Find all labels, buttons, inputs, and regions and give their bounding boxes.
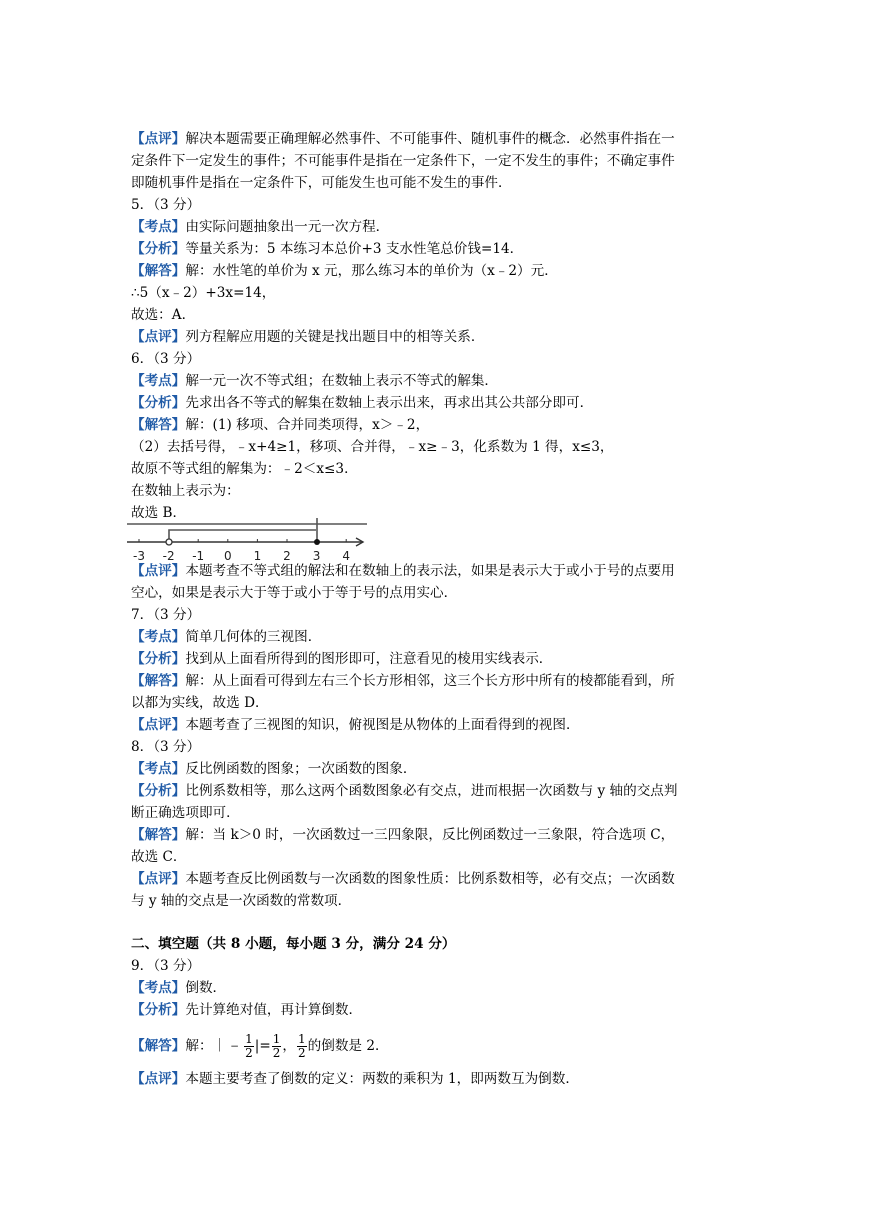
dianping-tag: 【点评】 (131, 871, 186, 887)
q5-jieda-line-3: 故选：A． (131, 307, 196, 323)
q9-fenxi (131, 1001, 362, 1019)
fraction-numerator: 1 (272, 1032, 281, 1046)
jieda-tag: 【解答】 (131, 417, 186, 433)
fenxi-tag: 【分析】 (131, 1002, 186, 1018)
open-point-marker (166, 539, 172, 545)
q7-jieda-text: 解：从上面看可得到左右三个长方形相邻，这三个长方形中所有的棱都能看到，所 (185, 673, 675, 689)
q8-kaodian (131, 760, 416, 778)
q6-jieda-text: 解：(1) 移项、合并同类项得，x＞﹣2， (185, 417, 430, 433)
q5-fenxi-text: 等量关系为：5 本练习本总价+3 支水性笔总价钱=14． (185, 241, 524, 257)
fraction-half (272, 1033, 282, 1060)
q4-dianping-line-2: 定条件下一定发生的事件；不可能事件是指在一定条件下，一定不发生的事件；不确定事件 (131, 153, 675, 169)
q6-kaodian-text: 解一元一次不等式组；在数轴上表示不等式的解集． (185, 373, 499, 389)
q6-fenxi-text: 先求出各不等式的解集在数轴上表示出来，再求出其公共部分即可． (185, 395, 594, 411)
abs-bar-left: ｜ (212, 1038, 227, 1054)
kaodian-tag: 【考点】 (131, 980, 186, 996)
q6-header: 6．（3 分） (131, 351, 201, 367)
number-line-tick-label: 4 (342, 549, 351, 563)
q9-jieda-prefix: 解： (185, 1038, 213, 1054)
q9-jieda-suffix: 的倒数是 2． (307, 1038, 389, 1054)
jieda-tag: 【解答】 (131, 263, 186, 279)
q4-dianping-line-3: 即随机事件是指在一定条件下，可能发生也可能不发生的事件． (131, 175, 512, 191)
q8-dianping-text: 本题考查反比例函数与一次函数的图象性质：比例系数相等，必有交点；一次函数 (185, 871, 675, 887)
fraction-denominator: 2 (245, 1046, 253, 1060)
q9-fenxi-text: 先计算绝对值，再计算倒数． (185, 1002, 363, 1018)
q6-dianping (131, 562, 675, 580)
q6-fenxi (131, 394, 593, 412)
fraction-denominator: 2 (272, 1046, 281, 1060)
q7-dianping (131, 716, 580, 734)
q5-dianping-text: 列方程解应用题的关键是找出题目中的相等关系． (185, 329, 485, 345)
fenxi-tag: 【分析】 (131, 783, 186, 799)
section-heading: 二、填空题（共 8 小题，每小题 3 分，满分 24 分） (131, 936, 456, 952)
dianping-tag: 【点评】 (131, 563, 186, 579)
q5-jieda (131, 262, 558, 280)
abs-bar-equals: |= (254, 1038, 271, 1054)
q7-header: 7．（3 分） (131, 607, 201, 623)
q9-kaodian-text: 倒数． (185, 980, 227, 996)
q7-kaodian (131, 628, 321, 646)
kaodian-tag: 【考点】 (131, 373, 186, 389)
q5-jieda-line-2: ∴5（x﹣2）+3x=14， (131, 285, 276, 301)
kaodian-tag: 【考点】 (131, 219, 186, 235)
fraction-half (297, 1033, 307, 1060)
q8-dianping-line-2: 与 y 轴的交点是一次函数的常数项． (131, 893, 352, 909)
q6-dianping-text: 本题考查不等式组的解法和在数轴上的表示法，如果是表示大于或小于号的点要用 (185, 563, 675, 579)
q4-dianping-text: 解决本题需要正确理解必然事件、不可能事件、随机事件的概念．必然事件指在一 (185, 131, 675, 147)
q5-header: 5．（3 分） (131, 197, 201, 213)
fenxi-tag: 【分析】 (131, 241, 186, 257)
dianping-tag: 【点评】 (131, 131, 186, 147)
number-line-tick-label: -2 (162, 549, 175, 563)
fraction-numerator: 1 (245, 1032, 253, 1046)
number-line-tick-label: 0 (223, 549, 232, 563)
number-line-figure (127, 518, 377, 566)
q8-jieda (131, 826, 674, 844)
jieda-tag: 【解答】 (131, 1038, 186, 1054)
q9-header: 9．（3 分） (131, 958, 201, 974)
kaodian-tag: 【考点】 (131, 761, 186, 777)
number-line-tick-label: 1 (253, 549, 262, 563)
q6-jieda-line-5: 故选 B． (131, 505, 187, 521)
fraction-denominator: 2 (298, 1046, 306, 1060)
q8-fenxi (131, 782, 677, 800)
q6-kaodian (131, 372, 498, 390)
q8-kaodian-text: 反比例函数的图象；一次函数的图象． (185, 761, 417, 777)
q8-fenxi-text: 比例系数相等，那么这两个函数图象必有交点，进而根据一次函数与 y 轴的交点判 (185, 783, 678, 799)
dianping-tag: 【点评】 (131, 1071, 186, 1087)
q8-dianping (131, 870, 675, 888)
q8-jieda-line-2: 故选 C． (131, 849, 187, 865)
closed-point-marker (314, 539, 320, 545)
q6-jieda-line-3: 故原不等式组的解集为：﹣2＜x≤3． (131, 461, 358, 477)
number-line-tick-label: -3 (133, 549, 145, 563)
q9-jieda (131, 1031, 389, 1060)
dianping-tag: 【点评】 (131, 717, 186, 733)
fenxi-tag: 【分析】 (131, 395, 186, 411)
q8-header: 8．（3 分） (131, 739, 201, 755)
jieda-tag: 【解答】 (131, 827, 186, 843)
q4-dianping-line-1 (131, 130, 675, 148)
q7-fenxi (131, 650, 552, 668)
q7-kaodian-text: 简单几何体的三视图． (185, 629, 322, 645)
jieda-tag: 【解答】 (131, 673, 186, 689)
number-line-tick-label: 2 (283, 549, 291, 563)
q9-dianping (131, 1070, 579, 1088)
q9-kaodian (131, 979, 226, 997)
q7-jieda (131, 672, 675, 690)
q8-fenxi-line-2: 断正确选项即可． (131, 805, 240, 821)
q5-fenxi (131, 240, 523, 258)
q7-fenxi-text: 找到从上面看所得到的图形即可，注意看见的棱用实线表示． (185, 651, 553, 667)
fraction-half (244, 1033, 254, 1060)
q6-dianping-line-2: 空心，如果是表示大于等于或小于等于号的点用实心． (131, 585, 458, 601)
number-line-tick-label: 3 (312, 549, 321, 563)
fenxi-tag: 【分析】 (131, 651, 186, 667)
q5-jieda-text: 解：水性笔的单价为 x 元，那么练习本的单价为（x﹣2）元． (185, 263, 558, 279)
comma: ， (282, 1038, 297, 1054)
minus-sign: ﹣ (226, 1035, 244, 1055)
q5-kaodian (131, 218, 389, 236)
range-line-right (169, 530, 316, 542)
q8-jieda-text: 解：当 k＞0 时，一次函数过一三四象限，反比例函数过一三象限，符合选项 C， (185, 827, 675, 843)
kaodian-tag: 【考点】 (131, 629, 186, 645)
q6-jieda-line-4: 在数轴上表示为： (131, 483, 240, 499)
q6-jieda-line-2: （2）去括号得，﹣x+4≥1，移项、合并得，﹣x≥﹣3，化系数为 1 得，x≤3， (131, 439, 614, 455)
dianping-tag: 【点评】 (131, 329, 186, 345)
q5-kaodian-text: 由实际问题抽象出一元一次方程． (185, 219, 390, 235)
number-line-tick-label: -1 (192, 549, 205, 563)
q5-dianping (131, 328, 484, 346)
fraction-numerator: 1 (298, 1032, 306, 1046)
q6-jieda (131, 416, 429, 434)
q7-jieda-line-2: 以都为实线，故选 D． (131, 695, 269, 711)
q9-dianping-text: 本题主要考查了倒数的定义：两数的乘积为 1，即两数互为倒数． (185, 1071, 579, 1087)
q7-dianping-text: 本题考查了三视图的知识，俯视图是从物体的上面看得到的视图． (185, 717, 580, 733)
